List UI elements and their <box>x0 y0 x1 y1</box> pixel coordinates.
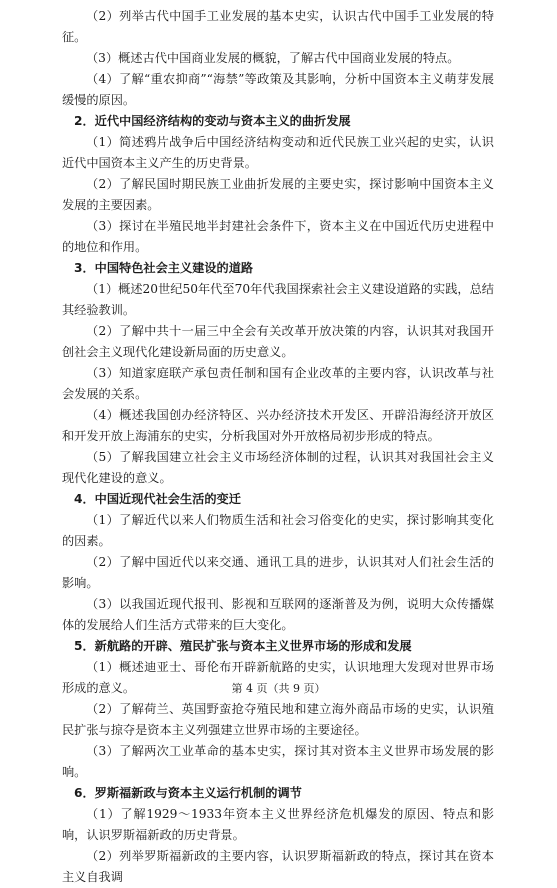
list-item: （3）概述古代中国商业发展的概貌，了解古代中国商业发展的特点。 <box>86 51 460 65</box>
list-item: （3）以我国近现代报刊、影视和互联网的逐渐普及为例，说明大众传播媒体的发展给人们生活方式带来的巨大变化。 <box>62 597 494 632</box>
list-item: （2）了解民国时期民族工业曲折发展的主要史实，探讨影响中国资本主义发展的主要因素。 <box>62 177 494 212</box>
list-item: （3）探讨在半殖民地半封建社会条件下，资本主义在中国近代历史进程中的地位和作用。 <box>62 219 494 254</box>
list-item: （2）列举古代中国手工业发展的基本史实，认识古代中国手工业发展的特征。 <box>62 9 494 44</box>
list-item: （4）概述我国创办经济特区、兴办经济技术开发区、开辟沿海经济开放区和开发开放上海浦东的史实，分析我国对外开放格局初步形成的特点。 <box>62 408 494 443</box>
list-item: （1）概述迪亚士、哥伦布开辟新航路的史实，认识地理大发现对世界市场形成的意义。 <box>62 660 494 695</box>
list-item: （5）了解我国建立社会主义市场经济体制的过程，认识其对我国社会主义现代化建设的意义。 <box>62 450 494 485</box>
list-item: （1）了解近代以来人们物质生活和社会习俗变化的史实，探讨影响其变化的因素。 <box>62 513 494 548</box>
document-body <box>62 6 494 888</box>
list-item: （1）概述20世纪50年代至70年代我国探索社会主义建设道路的实践，总结其经验教训。 <box>62 282 494 317</box>
list-item: （3）了解两次工业革命的基本史实，探讨其对资本主义世界市场发展的影响。 <box>62 744 494 779</box>
list-item: （2）了解中共十一届三中全会有关改革开放决策的内容，认识其对我国开创社会主义现代化建设新局面的历史意义。 <box>62 324 494 359</box>
section-heading: 3．中国特色社会主义建设的道路 <box>74 261 254 275</box>
list-item: （3）知道家庭联产承包责任制和国有企业改革的主要内容，认识改革与社会发展的关系。 <box>62 366 494 401</box>
list-item: （1）了解1929～1933年资本主义世界经济危机爆发的原因、特点和影响，认识罗斯福新政的历史背景。 <box>62 807 494 842</box>
section-heading: 6．罗斯福新政与资本主义运行机制的调节 <box>74 786 302 800</box>
list-item: （2）了解中国近代以来交通、通讯工具的进步，认识其对人们社会生活的影响。 <box>62 555 494 590</box>
list-item: （2）了解荷兰、英国野蛮抢夺殖民地和建立海外商品市场的史实，认识殖民扩张与掠夺是资本主义列强建立世界市场的主要途径。 <box>62 702 494 737</box>
list-item: （1）简述鸦片战争后中国经济结构变动和近代民族工业兴起的史实，认识近代中国资本主义产生的历史背景。 <box>62 135 494 170</box>
section-heading: 4．中国近现代社会生活的变迁 <box>74 492 241 506</box>
list-item: （4）了解“重农抑商”“海禁”等政策及其影响，分析中国资本主义萌芽发展缓慢的原因。 <box>62 72 494 107</box>
list-item: （2）列举罗斯福新政的主要内容，认识罗斯福新政的特点，探讨其在资本主义自我调 <box>62 849 494 884</box>
page-footer: 第 4 页（共 9 页） <box>231 682 326 695</box>
section-heading: 5．新航路的开辟、殖民扩张与资本主义世界市场的形成和发展 <box>74 639 412 653</box>
section-heading: 2．近代中国经济结构的变动与资本主义的曲折发展 <box>74 114 351 128</box>
